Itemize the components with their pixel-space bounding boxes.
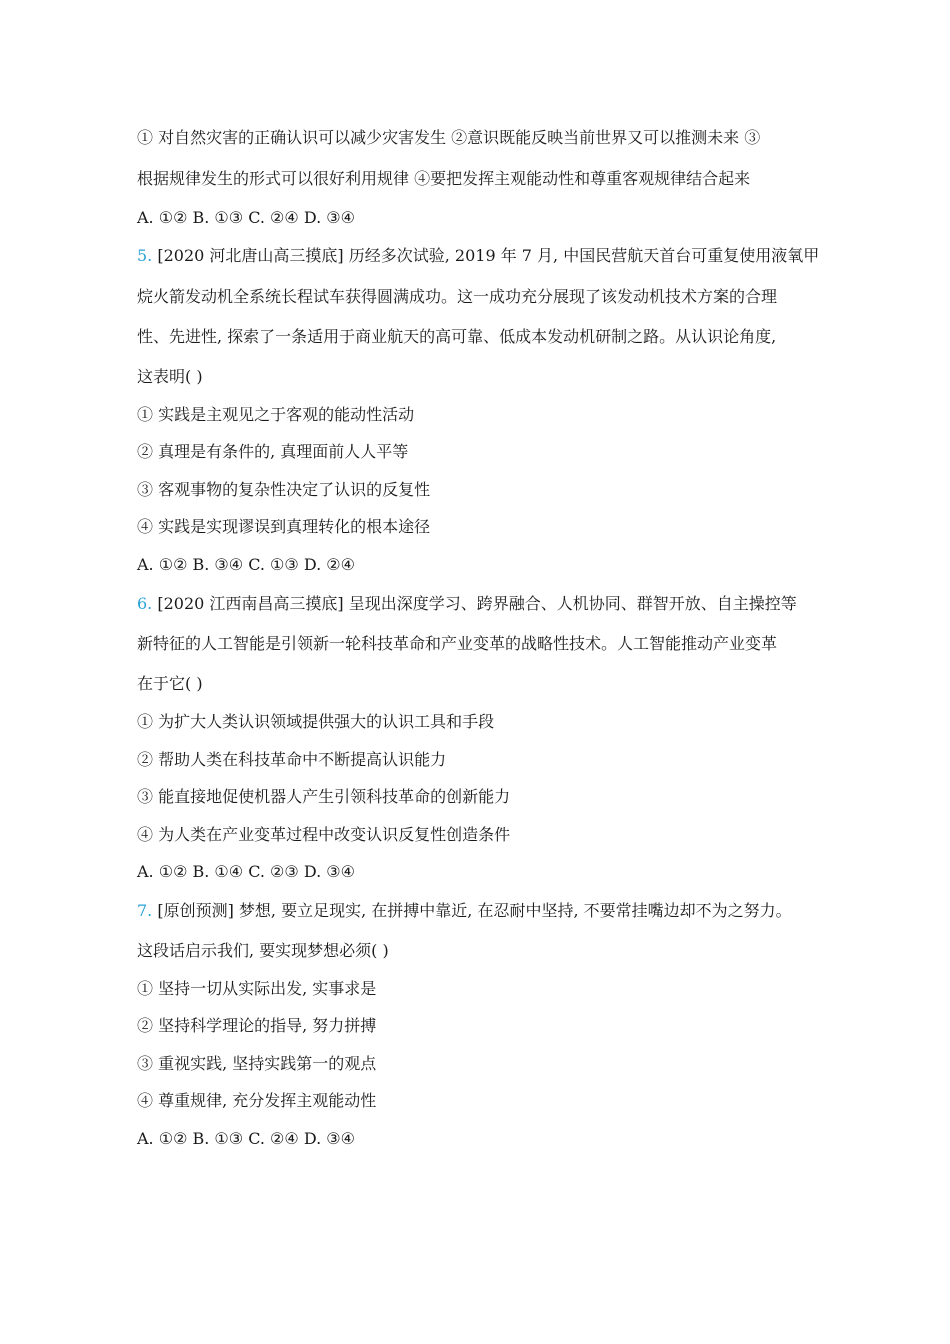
q7-option-1: ① 坚持一切从实际出发, 实事求是 [137, 979, 377, 998]
q6-stem-line-3: 在于它( ) [137, 674, 203, 693]
q4-option-line-1: ① 对自然灾害的正确认识可以减少灾害发生 ②意识既能反映当前世界又可以推测未来 ③ [137, 128, 761, 147]
q5-option-2: ② 真理是有条件的, 真理面前人人平等 [137, 442, 409, 461]
q6-option-4: ④ 为人类在产业变革过程中改变认识反复性创造条件 [137, 825, 511, 844]
q6-stem-text-1: [2020 江西南昌高三摸底] 呈现出深度学习、跨界融合、人机协同、群智开放、自主操控等 [152, 594, 797, 613]
q7-stem-line-2: 这段话启示我们, 要实现梦想必须( ) [137, 941, 389, 960]
q6-option-3: ③ 能直接地促使机器人产生引领科技革命的创新能力 [137, 787, 511, 806]
q6-option-2: ② 帮助人类在科技革命中不断提高认识能力 [137, 750, 447, 769]
q7-option-2: ② 坚持科学理论的指导, 努力拼搏 [137, 1016, 377, 1035]
q7-stem-line-1 [137, 900, 792, 922]
q6-number: 6. [137, 594, 153, 613]
q6-stem-line-2: 新特征的人工智能是引领新一轮科技革命和产业变革的战略性技术。人工智能推动产业变革 [137, 634, 778, 653]
q6-answer-choices: A. ①② B. ①④ C. ②③ D. ③④ [137, 862, 355, 881]
q7-option-3: ③ 重视实践, 坚持实践第一的观点 [137, 1054, 377, 1073]
q7-number: 7. [137, 901, 153, 920]
q5-option-4: ④ 实践是实现谬误到真理转化的根本途径 [137, 517, 431, 536]
q5-answer-choices: A. ①② B. ③④ C. ①③ D. ②④ [137, 555, 355, 574]
q5-stem-text-1: [2020 河北唐山高三摸底] 历经多次试验, 2019 年 7 月, 中国民营航天首台可重复使用液氧甲 [152, 246, 820, 265]
q6-stem-line-1 [137, 593, 797, 615]
q4-option-line-2: 根据规律发生的形式可以很好利用规律 ④要把发挥主观能动性和尊重客观规律结合起来 [137, 169, 751, 188]
q5-stem-line-2: 烷火箭发动机全系统长程试车获得圆满成功。这一成功充分展现了该发动机技术方案的合理 [137, 287, 778, 306]
q6-option-1: ① 为扩大人类认识领域提供强大的认识工具和手段 [137, 712, 495, 731]
q5-option-1: ① 实践是主观见之于客观的能动性活动 [137, 405, 415, 424]
q7-stem-text-1: [原创预测] 梦想, 要立足现实, 在拼搏中靠近, 在忍耐中坚持, 不要常挂嘴边却不为之努力。 [152, 901, 792, 920]
q4-answer-choices: A. ①② B. ①③ C. ②④ D. ③④ [137, 208, 355, 227]
q5-stem-line-1 [137, 245, 819, 267]
q5-stem-line-3: 性、先进性, 探索了一条适用于商业航天的高可靠、低成本发动机研制之路。从认识论角度, [137, 327, 777, 346]
q5-option-3: ③ 客观事物的复杂性决定了认识的反复性 [137, 480, 431, 499]
q5-stem-line-4: 这表明( ) [137, 367, 203, 386]
q7-answer-choices: A. ①② B. ①③ C. ②④ D. ③④ [137, 1129, 355, 1148]
q5-number: 5. [137, 246, 153, 265]
q7-option-4: ④ 尊重规律, 充分发挥主观能动性 [137, 1091, 377, 1110]
